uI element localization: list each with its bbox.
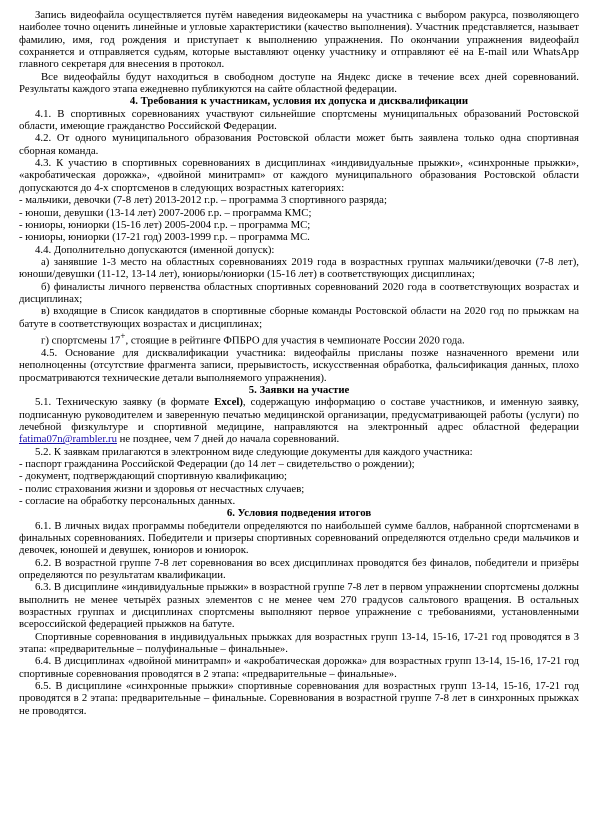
clause-6-3: 6.3. В дисциплине «индивидуальные прыжки» в возрастной группе 7-8 лет в первом упражнении спортсмены должны выполнить не менее четырёх разных элементов с не менее чем 270 градусов сальтового вращения. В остальных возрастных группах и дисциплинах спортсмены выполняют первое упражнение с требованиями, установленными всероссийской федерацией прыжков на батуте. (19, 581, 579, 631)
clause-6-3-stages: Спортивные соревнования в индивидуальных прыжках для возрастных групп 13-14, 15-16, 17-21 год проводятся в 3 этапа: «предварительные – полуфинальные – финальные». (19, 630, 579, 656)
clause-6-4: 6.4. В дисциплинах «двойной минитрамп» и «акробатическая дорожка» для возрастных групп 13-14, 15-16, 17-21 год спортивные соревнования проводятся в 2 этапа: «предварительные – финальные». (19, 655, 579, 680)
age-category-item: - мальчики, девочки (7-8 лет) 2013-2012 г.р. – программа 3 спортивного разряда; (19, 194, 387, 207)
clause-6-2: 6.2. В возрастной группе 7-8 лет соревнования во всех дисциплинах проводятся без финалов, победители и призёры определяются по результатам квалификации. (19, 556, 579, 582)
clause-4-1: 4.1. В спортивных соревнованиях участвуют сильнейшие спортсмены муниципальных образований Ростовской области, имеющие гражданство Российской Федерации. (19, 107, 579, 133)
required-document-item: - паспорт гражданина Российской Федерации (до 14 лет – свидетельство о рождении); (19, 457, 415, 470)
clause-5-1-end: не позднее, чем 7 дней до начала соревнований. (116, 433, 340, 446)
age-category-item: - юноши, девушки (13-14 лет) 2007-2006 г.р. – программа КМС; (19, 206, 312, 219)
clause-6-5: 6.5. В дисциплине «синхронные прыжки» спортивные соревнования для возрастных групп 13-14, 15-16, 17-21 год проводятся в 2 этапа: предварительные – финальные. Соревнования в возрастной группе 7-8 лет в синхронных прыжках не проводятся. (19, 680, 579, 717)
section-5-title: 5. Заявки на участие (248, 383, 350, 396)
intro-paragraph-video-recording: Запись видеофайла осуществляется путём наведения видеокамеры на участника с выбором ракурса, позволяющего наиболее точно оценить линейные и угловые характеристики (качество выполнения). Участник представляется, называет фамилию, имя, год рождения и приступает к выполнению упражнения. По окончании упражнения видеофайл сохраняется и отправляется судьям, которые выставляют оценку участнику и отправляют её на E-mail или WhatsApp главного секретаря для внесения в протокол. (19, 9, 579, 71)
section-6-title: 6. Условия подведения итогов (226, 507, 372, 520)
clause-4-4-d (19, 330, 579, 347)
age-category-item: - юниоры, юниорки (17-21 год) 2003-1999 г.р. – программа МС. (19, 231, 310, 244)
clause-4-5: 4.5. Основание для дисквалификации участника: видеофайлы присланы позже назначенного времени или неполноценны (отсутствие фрагмента записи, прерывистость, искусственная обработка, фальсификация данных, плохо просматриваются технические детали выполняемого упражнения). (19, 346, 579, 384)
required-document-item: - согласие на обработку персональных данных. (19, 494, 236, 507)
section-4-title: 4. Требования к участникам, условия их допуска и дисквалификации (129, 95, 469, 108)
excel-format-label: Excel) (214, 396, 243, 409)
clause-5-2: 5.2. К заявкам прилагаются в электронном виде следующие документы для каждого участника: (35, 445, 473, 458)
clause-4-4-d-end: , стоящие в рейтинге ФПБРО для участия в чемпионате России 2020 года. (125, 334, 465, 347)
clause-5-1-start: 5.1. Техническую заявку (в формате (35, 396, 215, 409)
clause-6-1: 6.1. В личных видах программы победители определяются по наибольшей сумме баллов, набранной спортсменами в финальных соревнованиях. Победители и призеры спортивных соревнований определяются отдельно среди мальчиков и девочек, юношей и девушек, юниоров и юниорок. (19, 519, 579, 557)
federation-email-link[interactable]: fatima07n@rambler.ru (19, 433, 117, 446)
required-document-item: - полис страхования жизни и здоровья от несчастных случаев; (19, 482, 305, 495)
clause-5-1 (19, 396, 579, 445)
age-category-item: - юниоры, юниорки (15-16 лет) 2005-2004 г.р. – программа МС; (19, 218, 311, 231)
clause-4-2: 4.2. От одного муниципального образования Ростовской области может быть заявлена только одна спортивная сборная команда. (19, 132, 579, 157)
clause-4-4-d-start: г) спортсмены 17 (41, 334, 121, 347)
clause-4-4-d-superscript: + (120, 330, 126, 341)
clause-4-4-a: а) занявшие 1-3 место на областных соревнованиях 2019 года в возрастных группах мальчики/девочки (7-8 лет), юноши/девушки (11-12, 13-14 лет), юниоры/юниорки (15-16 лет) в соответствующих дисциплинах; (19, 255, 579, 281)
clause-4-4: 4.4. Дополнительно допускаются (именной допуск): (35, 243, 275, 256)
required-document-item: - документ, подтверждающий спортивную квалификацию; (19, 470, 288, 483)
intro-paragraph-yandex-disk: Все видеофайлы будут находиться в свободном доступе на Яндекс диске в течение всех дней соревнований. Результаты каждого этапа ежедневно публикуются на сайте областной федерации. (19, 70, 579, 96)
clause-4-4-c: в) входящие в Список кандидатов в спортивные сборные команды Ростовской области на 2020 год по прыжкам на батуте в соответствующих возрастах и дисциплинах; (19, 305, 579, 330)
clause-5-1-middle: , содержащую информацию о составе участников, и именную заявку, подписанную руководителем и заверенную печатью медицинской организации, предусматривающей работы (услуги) по лечебной физкультуре и спортивной медицине, направляются на электронный адрес областной федерации (19, 396, 579, 433)
clause-4-3: 4.3. К участию в спортивных соревнованиях в дисциплинах «индивидуальные прыжки», «синхронные прыжки», «акробатическая дорожка», «двойной минитрамп» от каждого муниципального образования Ростовской области допускаются до 4-х спортсменов в следующих возрастных категориях: (19, 157, 579, 194)
clause-4-4-b: б) финалисты личного первенства областных спортивных соревнований 2020 года в соответствующих возрастах и дисциплинах; (19, 280, 579, 305)
